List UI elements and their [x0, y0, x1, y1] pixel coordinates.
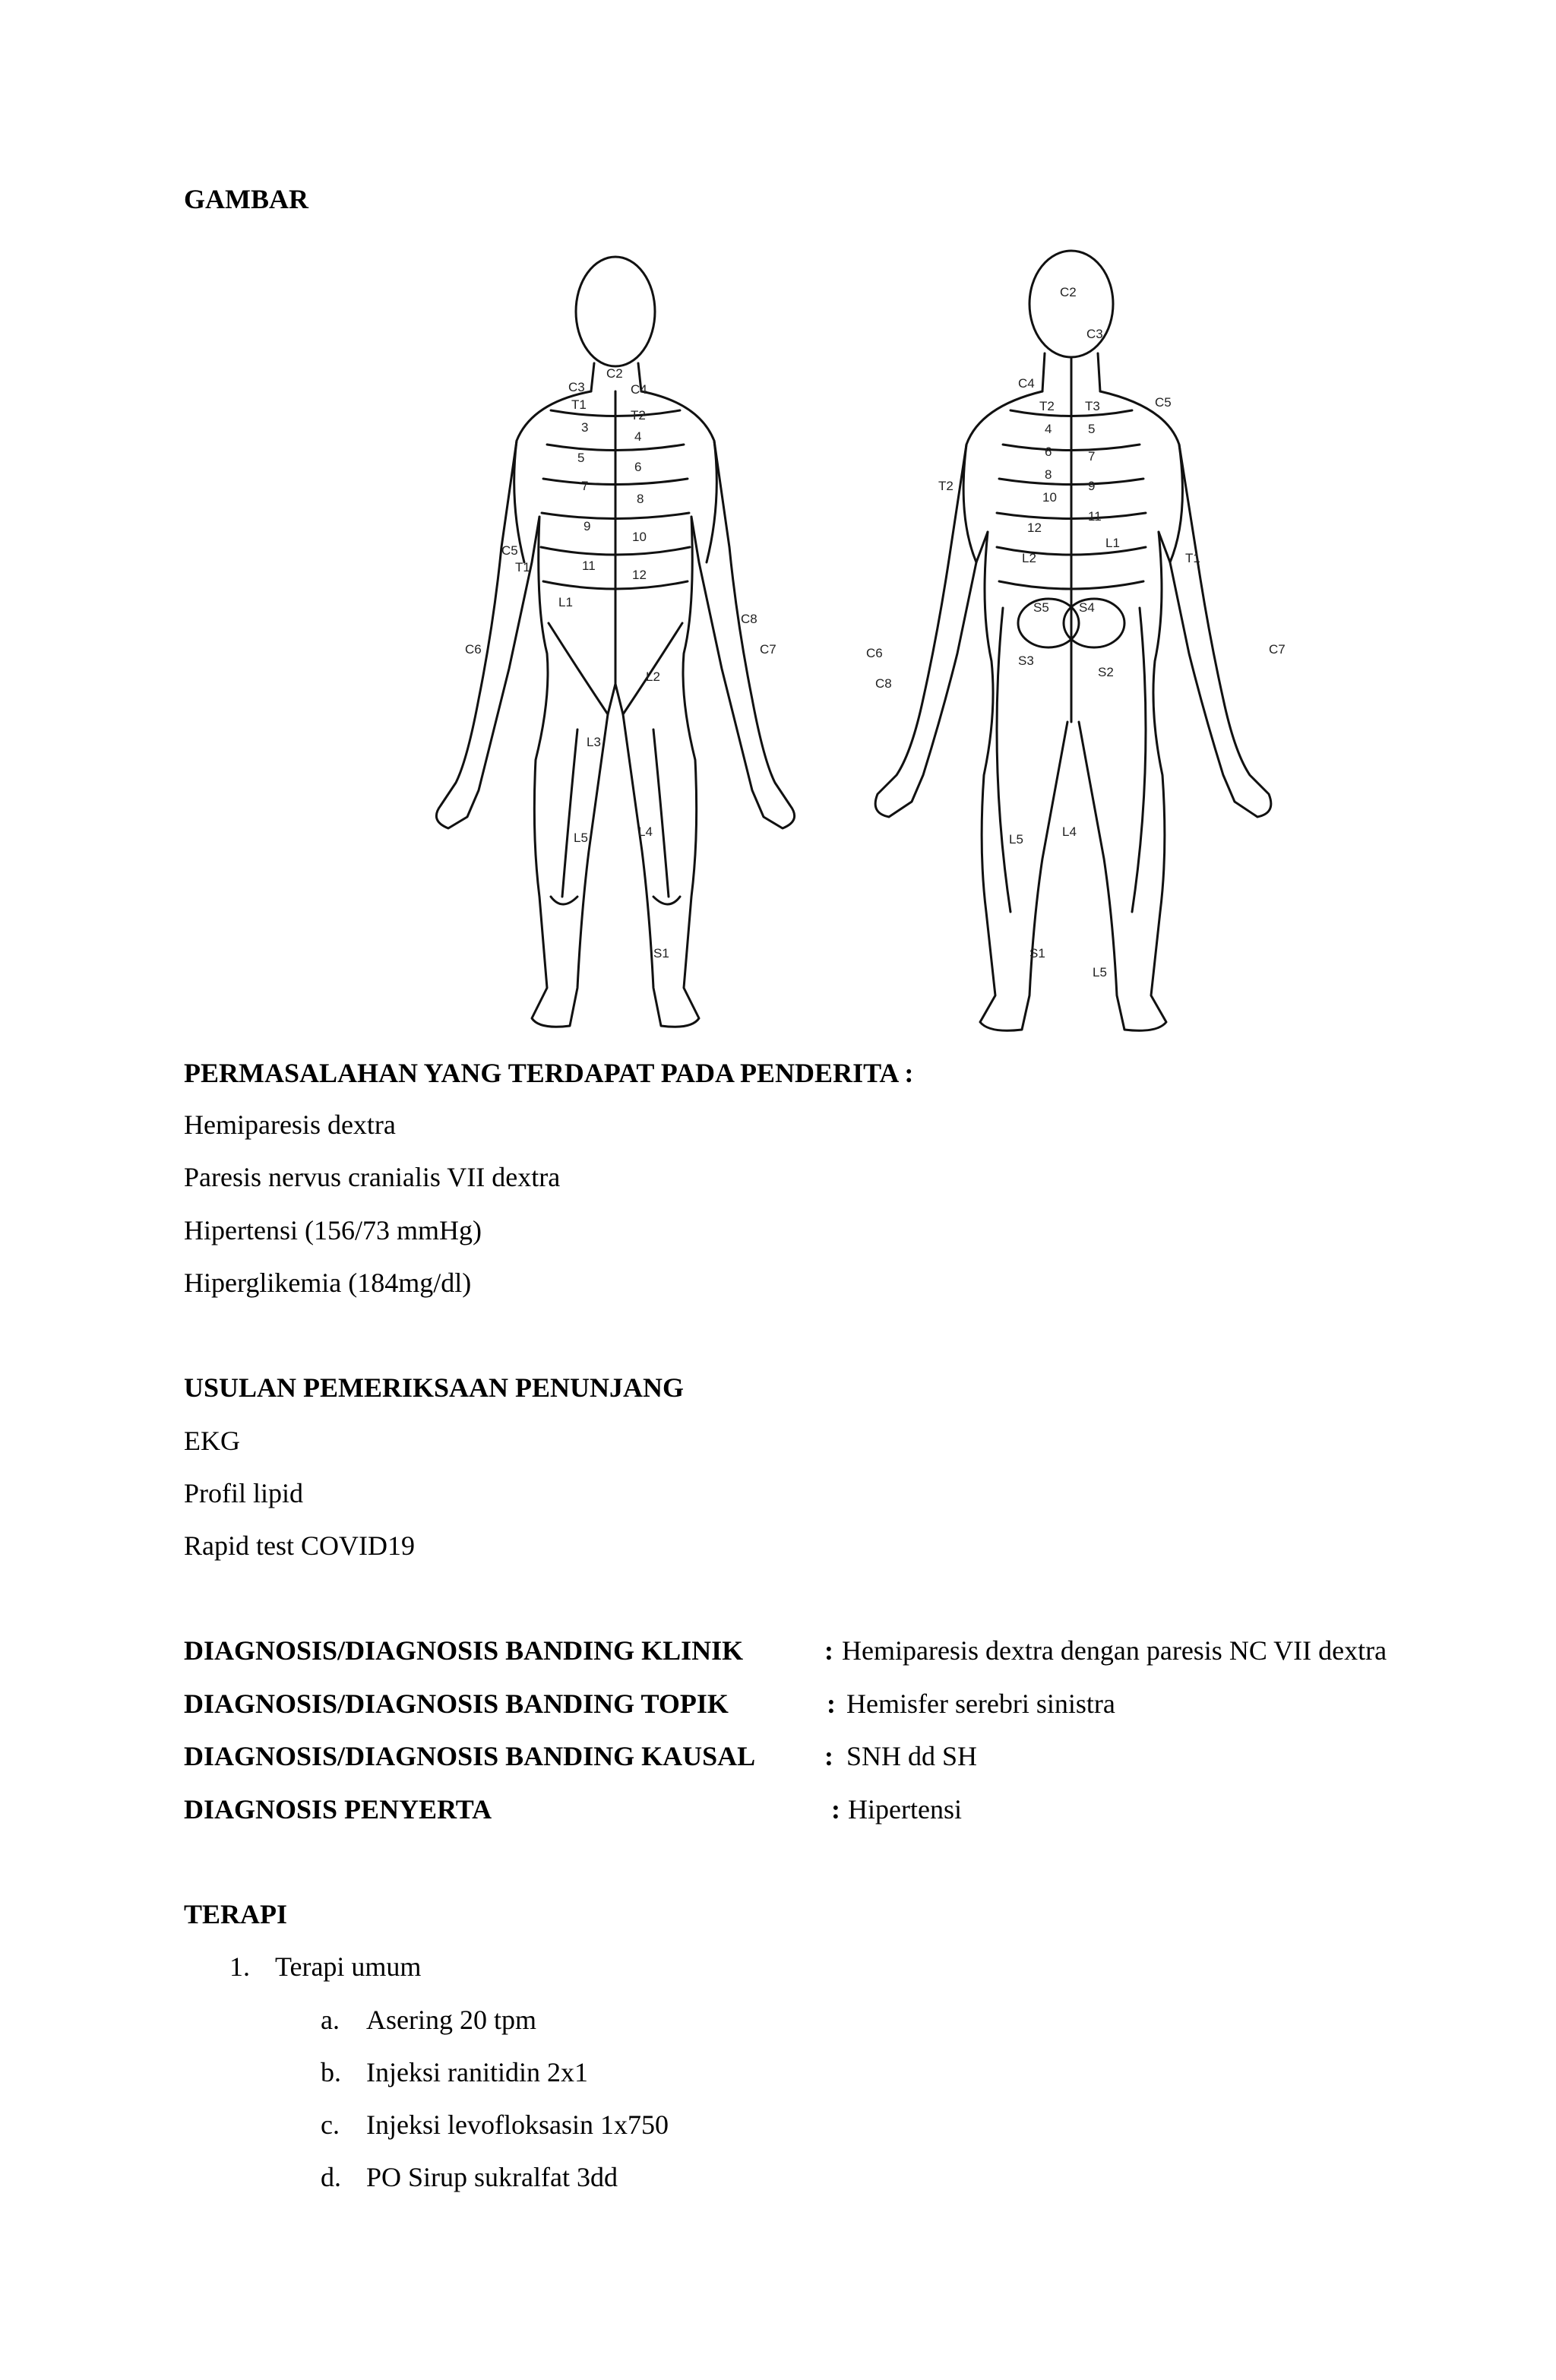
back-label: L1 [1105, 536, 1120, 550]
front-label: C3 [568, 380, 585, 394]
workup-item: Profil lipid [184, 1478, 304, 1508]
front-label: C7 [760, 642, 776, 657]
back-label: L5 [1009, 832, 1023, 847]
front-label: 8 [637, 492, 644, 506]
therapy-sub-item: Asering 20 tpm [366, 2005, 536, 2035]
problem-item: Hemiparesis dextra [184, 1109, 396, 1140]
diagnosis-value-klinik: Hemiparesis dextra dengan paresis NC VII dextra [842, 1635, 1387, 1666]
back-label: T3 [1085, 399, 1100, 413]
back-label: 8 [1045, 467, 1052, 482]
diagnosis-label-penyerta: DIAGNOSIS PENYERTA [184, 1794, 492, 1825]
diagnosis-value-topik: Hemisfer serebri sinistra [846, 1688, 1115, 1719]
diagnosis-label-kausal: DIAGNOSIS/DIAGNOSIS BANDING KAUSAL [184, 1741, 756, 1771]
therapy-main-item: Terapi umum [275, 1951, 422, 1982]
therapy-sub-item: PO Sirup sukralfat 3dd [366, 2162, 618, 2192]
dermatome-figure [425, 228, 1512, 1037]
therapy-sub-item: Injeksi levofloksasin 1x750 [366, 2109, 669, 2140]
gambar-heading: GAMBAR [184, 184, 308, 214]
back-label: 12 [1027, 521, 1042, 535]
diagnosis-value-penyerta: Hipertensi [848, 1794, 962, 1825]
front-label: L4 [638, 824, 653, 839]
problem-item: Hipertensi (156/73 mmHg) [184, 1215, 482, 1245]
front-label: T1 [515, 560, 530, 574]
back-label: 4 [1045, 422, 1052, 436]
back-body-outline [875, 251, 1271, 1030]
front-label: 10 [632, 530, 647, 544]
back-label: C7 [1269, 642, 1286, 657]
problem-item: Hiperglikemia (184mg/dl) [184, 1268, 472, 1298]
diagnosis-colon: : [824, 1741, 833, 1771]
back-label: C6 [866, 646, 883, 660]
front-label: C2 [606, 366, 623, 381]
front-label: C8 [741, 612, 757, 626]
back-label: S5 [1033, 600, 1049, 615]
back-label: 11 [1088, 509, 1102, 524]
front-label: C4 [631, 382, 647, 397]
diagnosis-colon: : [827, 1688, 836, 1719]
front-label: 5 [577, 451, 585, 465]
back-label: S4 [1079, 600, 1095, 615]
front-label: S1 [653, 946, 669, 961]
front-label: 6 [634, 460, 642, 474]
back-label: C3 [1086, 327, 1103, 341]
front-label: L2 [646, 669, 660, 684]
therapy-main-number: 1. [229, 1951, 250, 1982]
front-label: 9 [584, 519, 591, 533]
back-label: 5 [1088, 422, 1096, 436]
workup-item: Rapid test COVID19 [184, 1530, 415, 1561]
back-label: 9 [1088, 479, 1096, 493]
workup-heading: USULAN PEMERIKSAAN PENUNJANG [184, 1372, 685, 1403]
therapy-sub-item: Injeksi ranitidin 2x1 [366, 2057, 588, 2087]
therapy-sub-letter: b. [321, 2057, 341, 2087]
dermatome-svg [425, 228, 1512, 1037]
problem-item: Paresis nervus cranialis VII dextra [184, 1162, 561, 1192]
back-label: 6 [1045, 445, 1052, 459]
front-label: L5 [574, 831, 588, 845]
front-label: 11 [582, 559, 596, 573]
back-label: C4 [1018, 376, 1035, 391]
back-label: S2 [1098, 665, 1114, 679]
back-label: L2 [1022, 551, 1036, 565]
front-label: T2 [631, 408, 646, 423]
front-label: C5 [501, 543, 518, 558]
back-label: C2 [1060, 285, 1077, 299]
problems-heading: PERMASALAHAN YANG TERDAPAT PADA PENDERITA : [184, 1058, 914, 1088]
diagnosis-colon: : [831, 1794, 840, 1825]
front-label: 4 [634, 429, 642, 444]
workup-item: EKG [184, 1426, 240, 1456]
back-label: C8 [875, 676, 892, 691]
back-label: L4 [1062, 824, 1077, 839]
back-label: T2 [1039, 399, 1055, 413]
therapy-sub-letter: a. [321, 2005, 340, 2035]
back-label: 7 [1088, 449, 1096, 464]
back-label: C5 [1155, 395, 1172, 410]
diagnosis-label-topik: DIAGNOSIS/DIAGNOSIS BANDING TOPIK [184, 1688, 729, 1719]
front-label: L3 [587, 735, 601, 749]
front-label: 7 [581, 479, 589, 493]
therapy-sub-letter: c. [321, 2109, 340, 2140]
diagnosis-value-kausal: SNH dd SH [846, 1741, 978, 1771]
back-label: 10 [1042, 490, 1057, 505]
therapy-sub-letter: d. [321, 2162, 341, 2192]
back-label: S3 [1018, 654, 1034, 668]
back-label: S1 [1029, 946, 1045, 961]
front-label: C6 [465, 642, 482, 657]
front-label: L1 [558, 595, 573, 609]
back-label: T2 [938, 479, 954, 493]
front-label: 12 [632, 568, 647, 582]
diagnosis-colon: : [824, 1635, 833, 1666]
diagnosis-label-klinik: DIAGNOSIS/DIAGNOSIS BANDING KLINIK [184, 1635, 744, 1666]
front-label: 3 [581, 420, 589, 435]
therapy-heading: TERAPI [184, 1899, 288, 1929]
front-label: T1 [571, 397, 587, 412]
back-label: L5 [1093, 965, 1107, 980]
back-label: T1 [1185, 551, 1200, 565]
